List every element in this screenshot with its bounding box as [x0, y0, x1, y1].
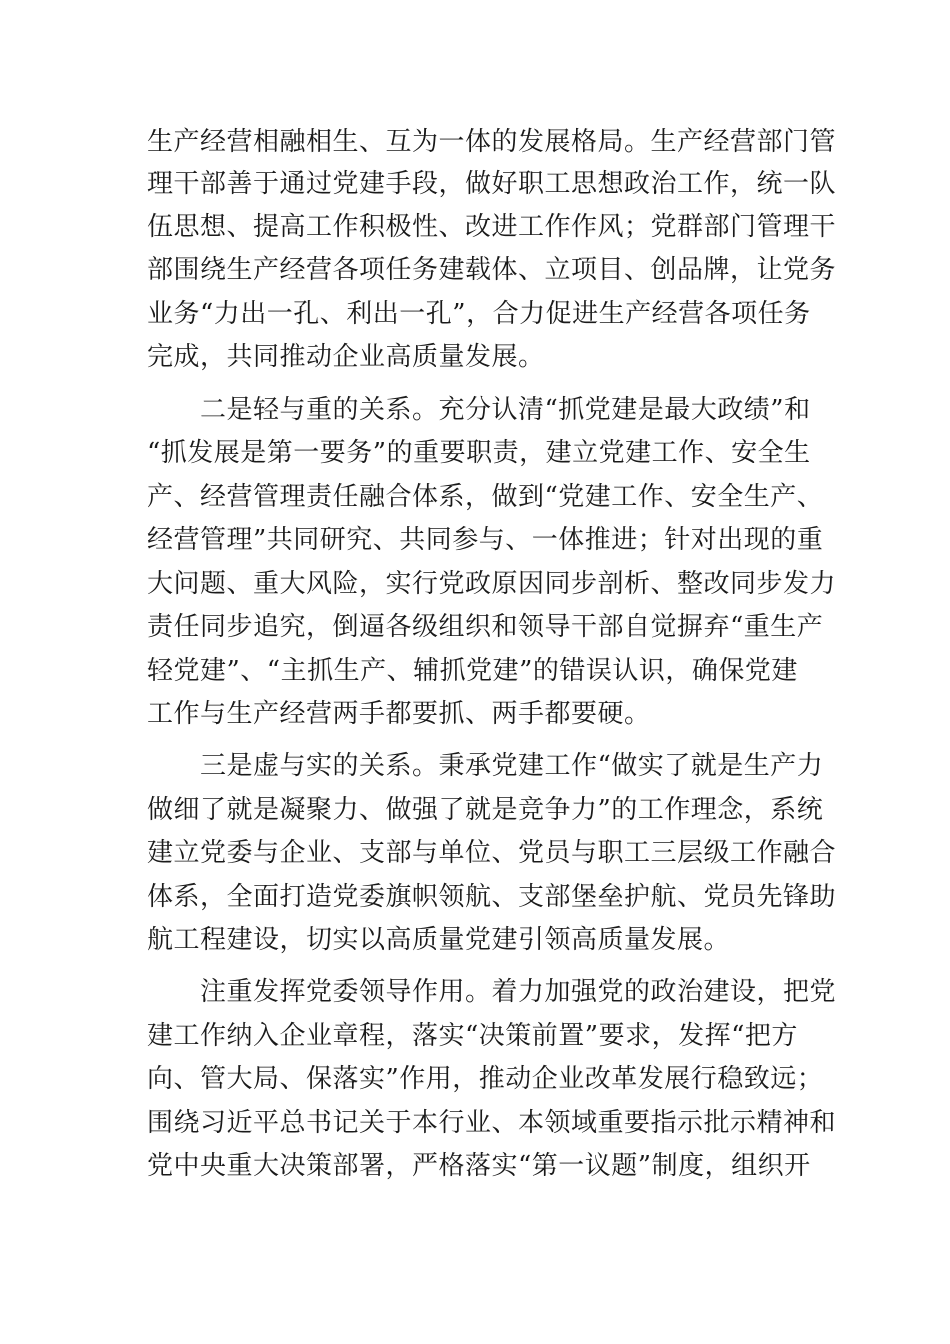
text-line: 党中央重大决策部署，严格落实“第一议题”制度，组织开 — [147, 1151, 811, 1181]
text-line: “抓发展是第一要务”的重要职责，建立党建工作、安全生 — [147, 438, 811, 468]
text-line: 建立党委与企业、支部与单位、党员与职工三层级工作融合 — [147, 838, 837, 868]
text-line: 向、管大局、保落实”作用，推动企业改革发展行稳致远； — [147, 1064, 824, 1094]
paragraph-first-line: 注重发挥党委领导作用。着力加强党的政治建设，把党 — [200, 977, 837, 1007]
text-line: 责任同步追究，倒逼各级组织和领导干部自觉摒弃“重生产 — [147, 612, 824, 642]
paragraph-first-line: 二是轻与重的关系。充分认清“抓党建是最大政绩”和 — [200, 395, 811, 425]
text-line: 经营管理”共同研究、共同参与、一体推进；针对出现的重 — [147, 525, 824, 555]
text-line: 理干部善于通过党建手段，做好职工思想政治工作，统一队 — [147, 169, 837, 199]
text-line: 部围绕生产经营各项任务建载体、立项目、创品牌，让党务 — [147, 255, 837, 285]
text-line: 围绕习近平总书记关于本行业、本领域重要指示批示精神和 — [147, 1108, 837, 1138]
text-line: 生产经营相融相生、互为一体的发展格局。生产经营部门管 — [147, 127, 837, 157]
paragraph-first-line: 三是虚与实的关系。秉承党建工作“做实了就是生产力 — [200, 751, 824, 781]
text-line: 伍思想、提高工作积极性、改进工作作风；党群部门管理干 — [147, 212, 837, 242]
text-line: 产、经营管理责任融合体系，做到“党建工作、安全生产、 — [147, 482, 824, 512]
text-line: 业务“力出一孔、利出一孔”，合力促进生产经营各项任务 — [147, 299, 811, 329]
text-line: 做细了就是凝聚力、做强了就是竞争力”的工作理念，系统 — [147, 795, 824, 825]
text-line: 航工程建设，切实以高质量党建引领高质量发展。 — [147, 925, 731, 955]
text-line: 轻党建”、“主抓生产、辅抓党建”的错误认识，确保党建 — [147, 656, 798, 686]
text-line: 大问题、重大风险，实行党政原因同步剖析、整改同步发力 — [147, 569, 837, 599]
text-line: 工作与生产经营两手都要抓、两手都要硬。 — [147, 699, 651, 729]
text-line: 完成，共同推动企业高质量发展。 — [147, 342, 545, 372]
text-line: 建工作纳入企业章程，落实“决策前置”要求，发挥“把方 — [147, 1021, 798, 1051]
text-line: 体系，全面打造党委旗帜领航、支部堡垒护航、党员先锋助 — [147, 882, 837, 912]
